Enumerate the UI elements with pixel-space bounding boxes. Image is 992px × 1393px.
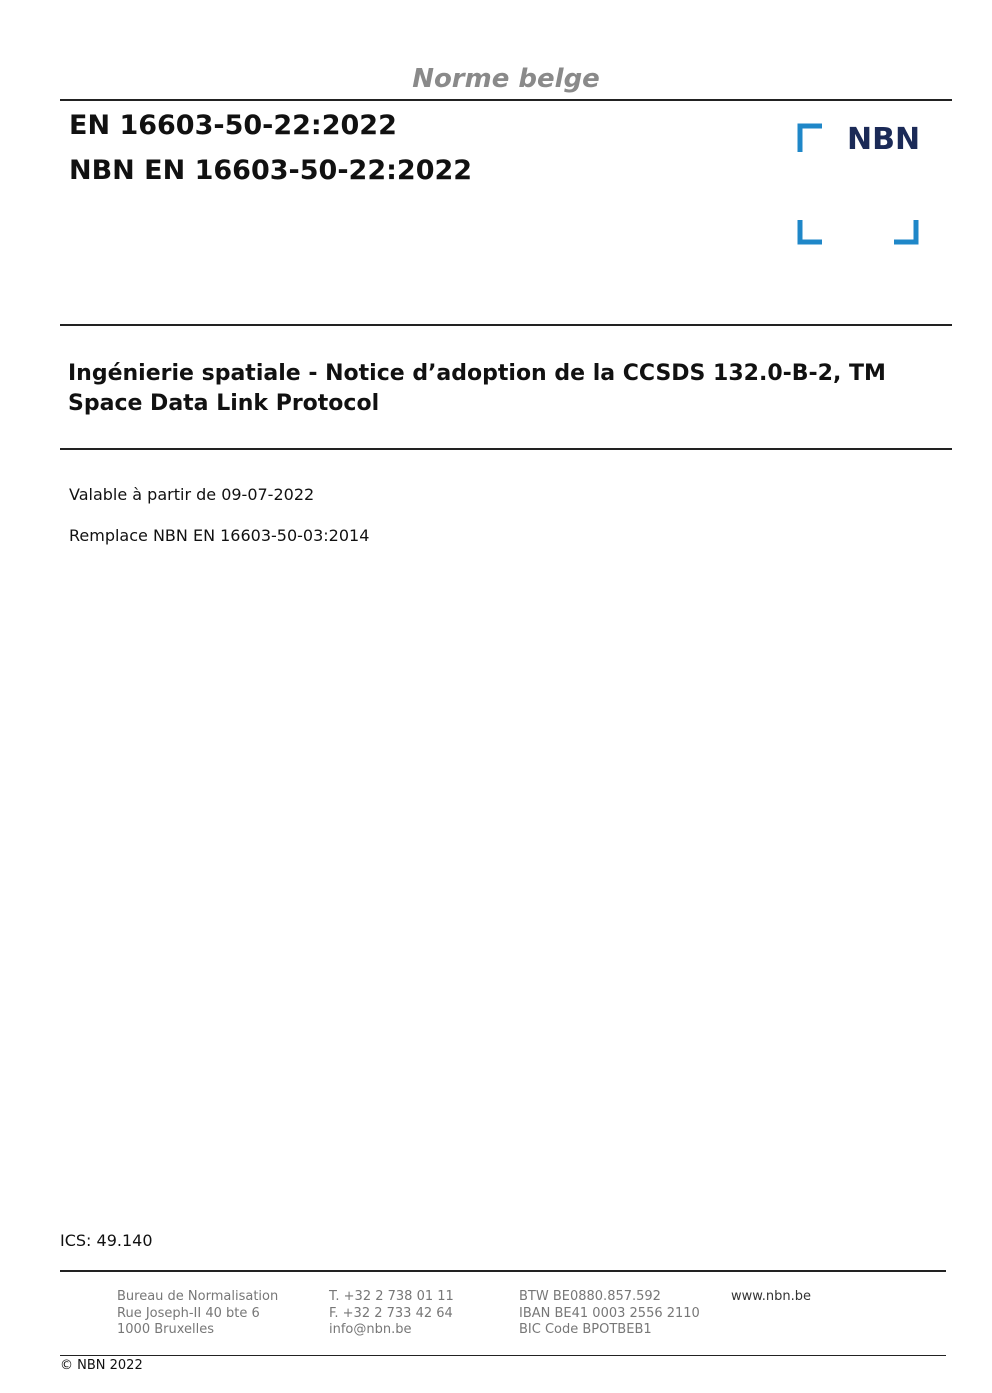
- valid-from-text: Valable à partir de 09-07-2022: [69, 485, 315, 504]
- logo-text: NBN: [847, 122, 921, 157]
- footer-address-line: Rue Joseph-II 40 bte 6: [117, 1305, 260, 1321]
- header-title: Norme belge: [412, 64, 600, 94]
- standard-code-nbn: NBN EN 16603-50-22:2022: [69, 155, 473, 186]
- ics-code: ICS: 49.140: [60, 1231, 153, 1250]
- document-title-line-1: Ingénierie spatiale - Notice d’adoption de la CCSDS 132.0-B-2, TM: [68, 361, 886, 386]
- footer-bank: [519, 1289, 700, 1339]
- logo-bracket-bottom-right: [894, 220, 916, 242]
- title-bottom-rule: [60, 448, 952, 450]
- footer-bic: BIC Code BPOTBEB1: [519, 1322, 652, 1337]
- footer-website-link: www.nbn.be: [731, 1289, 811, 1304]
- footer-website: [731, 1289, 811, 1306]
- logo-bracket-top-left: [800, 126, 822, 152]
- document-title-line-2: Space Data Link Protocol: [68, 391, 380, 416]
- nbn-logo: [794, 120, 924, 250]
- footer-phone: T. +32 2 738 01 11: [329, 1289, 454, 1304]
- footer-address: [117, 1289, 278, 1339]
- header-rule: [60, 99, 952, 101]
- footer-top-rule: [60, 1270, 946, 1272]
- title-top-rule: [60, 324, 952, 326]
- standard-code-en: EN 16603-50-22:2022: [69, 110, 397, 141]
- footer-iban: IBAN BE41 0003 2556 2110: [519, 1305, 700, 1321]
- footer-bottom-rule: [60, 1355, 946, 1356]
- footer-vat: BTW BE0880.857.592: [519, 1289, 661, 1304]
- footer-contact: [329, 1289, 454, 1339]
- footer-address-line: Bureau de Normalisation: [117, 1289, 279, 1304]
- footer-fax: F. +32 2 733 42 64: [329, 1305, 453, 1321]
- footer-email: info@nbn.be: [329, 1322, 412, 1337]
- document-title: [68, 359, 948, 419]
- replaces-text: Remplace NBN EN 16603-50-03:2014: [69, 526, 370, 545]
- logo-bracket-bottom-left: [800, 220, 822, 242]
- copyright-text: © NBN 2022: [60, 1358, 143, 1373]
- footer-address-line: 1000 Bruxelles: [117, 1322, 215, 1337]
